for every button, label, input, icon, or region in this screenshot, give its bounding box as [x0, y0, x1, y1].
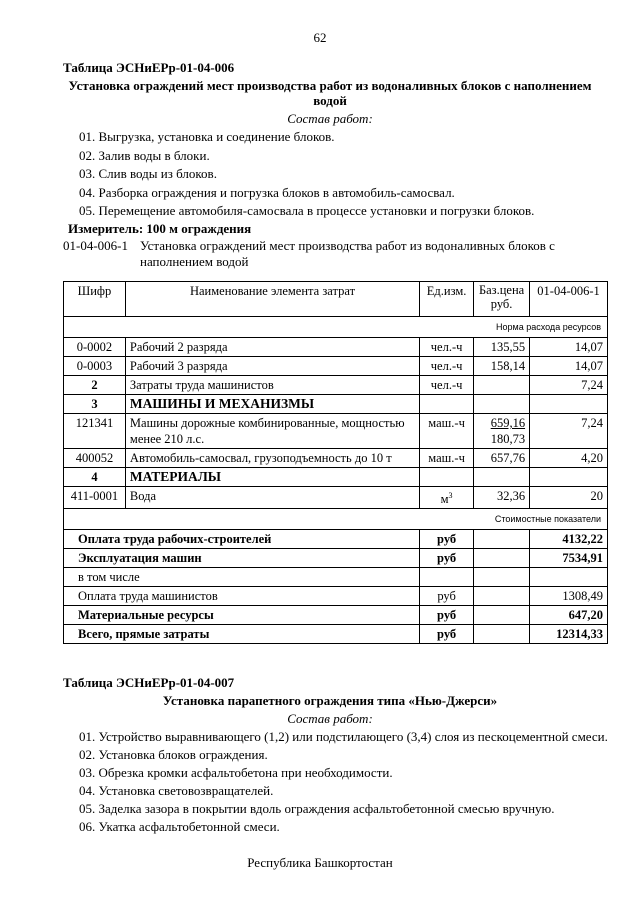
norm-description: Установка ограждений мест производства работ из водоналивных блоков с наполнением водой	[140, 238, 555, 269]
table-header-row	[64, 282, 608, 317]
cell-value: 14,07	[530, 338, 608, 357]
cell-code: 400052	[64, 449, 126, 468]
work-item: 03. Обрезка кромки асфальтобетона при необходимости.	[79, 765, 393, 780]
cell-unit: чел.-ч	[420, 338, 474, 357]
summary-value: 647,20	[530, 606, 608, 625]
work-item: 06. Укатка асфальтобетонной смеси.	[79, 819, 280, 834]
cell-code: 2	[64, 376, 126, 395]
summary-value	[530, 568, 608, 587]
norm-subheader: Норма расхода ресурсов	[64, 317, 608, 338]
cell-unit: $м^3$	[420, 487, 474, 509]
section-name: МАТЕРИАЛЫ	[125, 468, 419, 487]
composition-label: Состав работ:	[287, 111, 373, 126]
section-code: 3	[64, 395, 126, 414]
cell-name: Затраты труда машинистов	[125, 376, 419, 395]
summary-name: Эксплуатация машин	[64, 549, 420, 568]
cell-name: Рабочий 2 разряда	[125, 338, 419, 357]
resource-table	[63, 281, 608, 644]
summary-row	[64, 606, 608, 625]
cell-name: Автомобиль-самосвал, грузоподъемность до 10 т	[125, 449, 419, 468]
table-row	[64, 376, 608, 395]
cell-code: 121341	[64, 414, 126, 449]
summary-unit: руб	[420, 606, 474, 625]
table-row	[64, 357, 608, 376]
cell-value: 14,07	[530, 357, 608, 376]
summary-name: Материальные ресурсы	[64, 606, 420, 625]
section-row	[64, 395, 608, 414]
section-code: 4	[64, 468, 126, 487]
column-header: Наименование элемента затрат	[125, 282, 419, 317]
section-name: МАШИНЫ И МЕХАНИЗМЫ	[125, 395, 419, 414]
summary-name: Оплата труда машинистов	[64, 587, 420, 606]
cell-price: 659,16 180,73	[474, 414, 530, 449]
table-title: Таблица ЭСНиЕРр-01-04-006	[63, 60, 235, 75]
work-item: 02. Залив воды в блоки.	[79, 148, 210, 163]
cell-price: 657,76	[474, 449, 530, 468]
work-item: 01. Выгрузка, установка и соединение блоков.	[79, 129, 335, 144]
summary-unit: руб	[420, 625, 474, 644]
cell-unit: чел.-ч	[420, 357, 474, 376]
cell-unit: чел.-ч	[420, 376, 474, 395]
work-item: 01. Устройство выравнивающего (1,2) или подстилающего (3,4) слоя из пескоцементной смеси.	[79, 729, 608, 744]
summary-row	[64, 530, 608, 549]
column-header: Баз.цена руб.	[474, 282, 530, 317]
table2-composition-label: Состав работ:	[287, 711, 373, 726]
table-row	[64, 487, 608, 509]
page-footer: Республика Башкортостан	[247, 855, 393, 870]
work-item: 04. Разборка ограждения и погрузка блоков в автомобиль-самосвал.	[79, 185, 455, 200]
work-item: 02. Установка блоков ограждения.	[79, 747, 268, 762]
summary-row	[64, 625, 608, 644]
cell-value: 20	[530, 487, 608, 509]
cell-name: Машины дорожные комбинированные, мощностью менее 210 л.с.	[125, 414, 419, 449]
summary-unit: руб	[420, 549, 474, 568]
cell-unit: маш.-ч	[420, 414, 474, 449]
cell-code: 0-0002	[64, 338, 126, 357]
cell-value: 7,24	[530, 376, 608, 395]
column-header: 01-04-006-1	[530, 282, 608, 317]
summary-value: 4132,22	[530, 530, 608, 549]
work-item: 03. Слив воды из блоков.	[79, 166, 217, 181]
table2-heading: Установка парапетного ограждения типа «Нью-Джерси»	[162, 693, 498, 708]
cell-name: Рабочий 3 разряда	[125, 357, 419, 376]
norm-code: 01-04-006-1	[63, 238, 128, 253]
section-row	[64, 468, 608, 487]
summary-name: Оплата труда рабочих-строителей	[64, 530, 420, 549]
summary-name: в том числе	[64, 568, 420, 587]
column-header: Ед.изм.	[420, 282, 474, 317]
summary-value: 7534,91	[530, 549, 608, 568]
summary-name: Всего, прямые затраты	[64, 625, 420, 644]
cost-subheader: Стоимостные показатели	[64, 509, 608, 530]
cell-price: 158,14	[474, 357, 530, 376]
cell-unit: маш.-ч	[420, 449, 474, 468]
cell-code: 0-0003	[64, 357, 126, 376]
table-row	[64, 414, 608, 449]
work-item: 05. Заделка зазора в покрытии вдоль ограждения асфальтобетонной смесью вручную.	[79, 801, 555, 816]
summary-value: 1308,49	[530, 587, 608, 606]
summary-row	[64, 587, 608, 606]
summary-unit: руб	[420, 530, 474, 549]
page-number: 62	[313, 30, 327, 45]
summary-row	[64, 568, 608, 587]
summary-row	[64, 549, 608, 568]
cell-price: 32,36	[474, 487, 530, 509]
work-item: 04. Установка световозвращателей.	[79, 783, 274, 798]
table2-title: Таблица ЭСНиЕРр-01-04-007	[63, 675, 235, 690]
cell-value: 4,20	[530, 449, 608, 468]
summary-value: 12314,33	[530, 625, 608, 644]
table-heading: Установка ограждений мест производства работ из водоналивных блоков с наполнением водой	[68, 78, 592, 108]
column-header: Шифр	[64, 282, 126, 317]
table-row	[64, 338, 608, 357]
summary-unit	[420, 568, 474, 587]
cell-price	[474, 376, 530, 395]
cell-name: Вода	[125, 487, 419, 509]
work-item: 05. Перемещение автомобиля-самосвала в процессе установки и погрузки блоков.	[79, 203, 535, 218]
measure-unit: Измеритель: 100 м ограждения	[68, 221, 252, 236]
table-row	[64, 449, 608, 468]
cell-code: 411-0001	[64, 487, 126, 509]
summary-unit: руб	[420, 587, 474, 606]
cell-value: 7,24	[530, 414, 608, 449]
cell-price: 135,55	[474, 338, 530, 357]
